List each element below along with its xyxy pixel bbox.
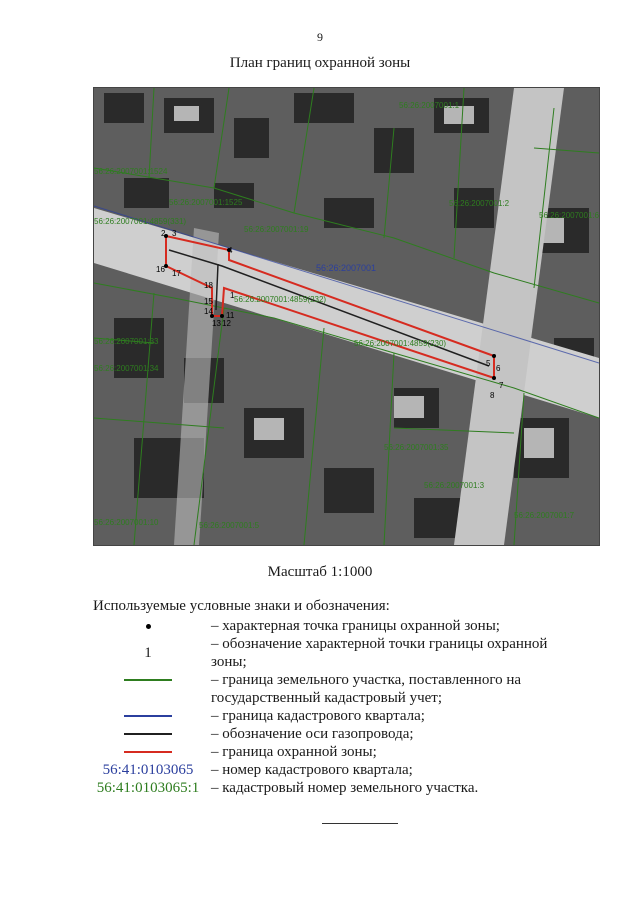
parcel-label: 56:26:2007001:1524 xyxy=(94,167,168,176)
legend-text: – граница земельного участка, поставленного на государственный кадастровый учет; xyxy=(211,672,522,706)
black-line-icon xyxy=(124,733,172,735)
legend-text: – граница охранной зоны; xyxy=(211,744,377,760)
parcel-label: 56:26:2007001:1 xyxy=(399,101,460,110)
point-label: 12 xyxy=(222,319,231,328)
legend-text: – номер кадастрового квартала; xyxy=(211,762,413,778)
point-label: 3 xyxy=(172,229,177,238)
quarter-label: 56:26:2007001 xyxy=(316,263,377,273)
point-label: 1 xyxy=(230,291,235,300)
point-label: 2 xyxy=(161,229,166,238)
legend-text: – характерная точка границы охранной зоны; xyxy=(211,618,500,634)
cadastral-map xyxy=(93,87,600,546)
legend-text: – обозначение характерной точки границы охранной зоны; xyxy=(211,636,548,670)
legend-item-parcel-boundary xyxy=(93,671,573,707)
parcel-label: 56:26:2007001:34 xyxy=(94,364,159,373)
legend-item-zone-boundary xyxy=(93,743,573,761)
point-symbol xyxy=(93,617,203,635)
boundary-point xyxy=(492,354,496,358)
red-line-symbol xyxy=(93,743,203,761)
parcel-label: 56:26:2007001:4859(230) xyxy=(354,339,447,348)
point-label: 14 xyxy=(204,307,213,316)
parcel-label: 56:26:2007001:6 xyxy=(539,211,599,220)
point-label: 7 xyxy=(499,381,504,390)
red-line-icon xyxy=(124,751,172,753)
parcel-label: 56:26:2007001:10 xyxy=(94,518,159,527)
blue-line-icon xyxy=(124,715,172,717)
parcel-label: 56:26:2007001:19 xyxy=(244,225,309,234)
legend-header: Используемые условные знаки и обозначения: xyxy=(93,598,390,614)
point-number-symbol: 1 xyxy=(144,645,152,661)
point-label: 17 xyxy=(172,269,181,278)
parcel-label: 56:26:2007001:35 xyxy=(384,443,449,452)
cadastral-number-symbol: 56:41:0103065:1 xyxy=(96,780,200,796)
green-line-icon xyxy=(124,679,172,681)
map-svg xyxy=(94,88,599,545)
parcel-label: 56:26:2007001:3 xyxy=(424,481,485,490)
boundary-point xyxy=(220,314,224,318)
point-label: 16 xyxy=(156,265,165,274)
legend-item-quarter-number xyxy=(93,761,573,779)
parcel-label: 56:26:2007001:4859(232) xyxy=(234,295,327,304)
point-label: 8 xyxy=(490,391,495,400)
parcel-label: 56:26:2007001:5 xyxy=(199,521,260,530)
quarter-number-symbol: 56:41:0103065 xyxy=(102,762,194,778)
footer-divider xyxy=(322,823,398,824)
point-label: 13 xyxy=(212,319,221,328)
boundary-point xyxy=(492,376,496,380)
dot-icon xyxy=(146,624,151,629)
legend-text: – обозначение оси газопровода; xyxy=(211,726,414,742)
legend-text: – кадастровый номер земельного участка. xyxy=(211,780,479,796)
legend-item-quarter-boundary xyxy=(93,707,573,725)
page-number: 9 xyxy=(317,30,323,44)
point-label: 4 xyxy=(228,246,233,255)
legend-item-pipeline-axis xyxy=(93,725,573,743)
point-label: 15 xyxy=(204,297,213,306)
blue-line-symbol xyxy=(93,707,203,725)
parcel-label: 56:26:2007001:7 xyxy=(514,511,575,520)
parcel-label: 56:26:2007001:4859(331) xyxy=(94,217,187,226)
legend-item-point-number xyxy=(93,635,573,671)
point-label: 6 xyxy=(496,364,501,373)
legend-item-cadastral-number xyxy=(93,779,573,797)
point-label: 11 xyxy=(226,311,235,320)
black-line-symbol xyxy=(93,725,203,743)
page-title: План границ охранной зоны xyxy=(229,55,411,71)
green-line-symbol xyxy=(93,671,203,689)
point-label: 18 xyxy=(204,281,213,290)
point-label: 5 xyxy=(486,359,491,368)
map-scale: Масштаб 1:1000 xyxy=(267,564,373,580)
parcel-label: 56:26:2007001:2 xyxy=(449,199,510,208)
legend-item-point xyxy=(93,617,573,635)
parcel-label: 56:26:2007001:33 xyxy=(94,337,159,346)
legend-text: – граница кадастрового квартала; xyxy=(211,708,425,724)
parcel-label: 56:26:2007001:1525 xyxy=(169,198,243,207)
